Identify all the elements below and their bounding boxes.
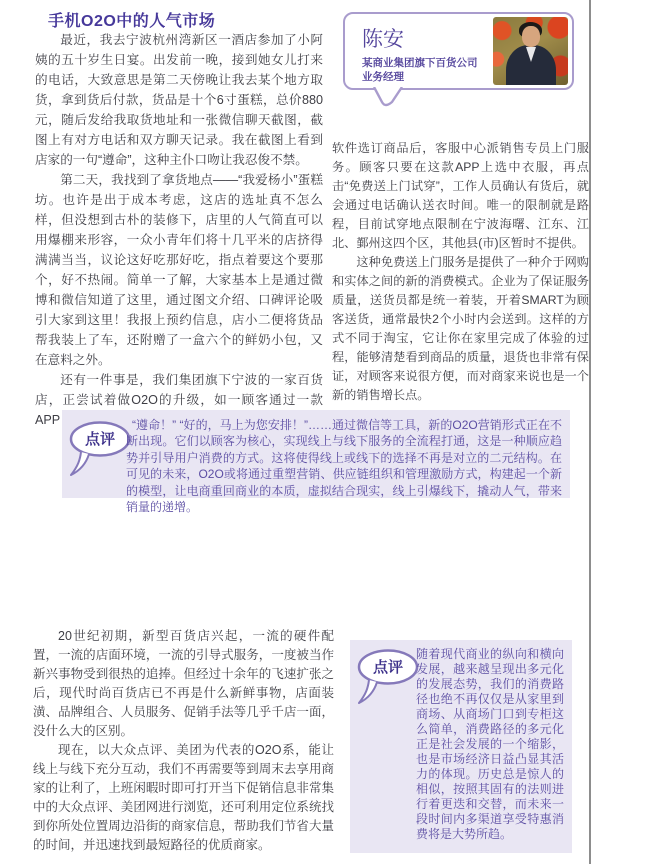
paragraph: 这种免费送上门服务是提供了一种介于网购和实体之间的新的消费模式。企业为了保证服务质量，送货员都是统一着装，开着SMART为顾客送货，通常最快2个小时内会送到。这样的方式不同于淘宝，它让你在家里完成了体验的过程，能够清楚看到商品的质量，退货也非常有保证，对顾客来说很方便，而对商家来说也是一个新的销售增长点。 [332, 255, 589, 402]
comment-text-middle: “遵命！” “好的，马上为您安排！”……通过微信等工具，新的O2O营销形式正在不断出现。它们以顾客为核心，实现线上与线下服务的全流程打通，这是一种顺应趋势并引导用户消费的方式。这将使得线上或线下的选择不再是对立的二元结构。在可见的未来，O2O或将通过重塑营销、供应链组织和管理激励方式，构建起一个新的模型，让电商重回商业的本质，虚拟结合现实，线上引爆线下，撬动人气，带来销量的递增。 [126, 418, 562, 515]
comment-bubble-icon [66, 420, 132, 486]
photo-face-shape [522, 26, 540, 47]
comment-bubble-icon [354, 648, 420, 714]
page-edge-rule [589, 0, 591, 864]
comment-label: 点评 [372, 659, 404, 676]
paragraph: 最近，我去宁波杭州湾新区一酒店参加了小阿姨的五十岁生日宴。出发前一晚，接到她女儿打来的电话，大致意思是第二天傍晚让我去某个地方取货，拿到货后付款，货品是十个6寸蛋糕，总价880元，随后发给我取货地址和一张微信聊天截图，截图上有对方电话和双方聊天记录。我在截图上看到店家的一句“遵命”，这种主仆口吻让我忍俊不禁。 [35, 33, 323, 167]
comment-box-bottom [350, 640, 572, 853]
article-column-right [332, 139, 589, 405]
profile-name: 陈安 [362, 28, 404, 51]
profile-organization: 某商业集团旗下百货公司 [362, 57, 478, 69]
article-column-left [35, 30, 323, 430]
profile-photo [493, 17, 568, 85]
speech-bubble-tail-icon [371, 87, 411, 111]
comment-text-bottom: 随着现代商业的纵向和横向发展，越来越呈现出多元化的发展态势，我们的消费路径也绝不再仅仅是从家里到商场、从商场门口到专柜这么简单，消费路径的多元化正是社会发展的一个缩影，也是市场经济日益凸显其活力的体现。历史总是惊人的相似，按照其固有的法则进行着更迭和交替，而未来一段时间内多渠道享受特惠消费将是大势所趋。 [416, 647, 564, 841]
paragraph: 还有一件事是，我们集团旗下宁波的一家百货店，正尝试着做O2O的升级，如一顾客通过一款APP [35, 373, 323, 427]
profile-role: 业务经理 [362, 71, 404, 83]
profile-card [343, 12, 574, 90]
paragraph: 现在，以大众点评、美团为代表的O2O系，能让线上与线下充分互动，我们不再需要等到周末去享用商家的让利了，上班闲暇时即可打开当下促销信息非常集中的大众点评、美团网进行浏览，还可利用定位系统找到你所处位置周边沿街的商家信息，帮助我们节省大量的时间，并迅速找到最短路径的优质商家。 [33, 743, 334, 852]
paragraph: 软件选订商品后，客服中心派销售专员上门服务。顾客只要在这款APP上选中衣服，再点击“免费送上门试穿”，工作人员确认有货后，就会通过电话确认送衣时间。唯一的限制就是路程，目前试穿地点限制在宁波海曙、江东、江北、鄞州这四个区，其他县(市)区暂时不提供。 [332, 141, 589, 250]
comment-box-middle [62, 410, 570, 515]
comment-label: 点评 [84, 431, 116, 448]
paragraph: 第二天，我找到了拿货地点——“我爱杨小”蛋糕坊。也许是出于成本考虑，这店的选址真不怎么样，但没想到古朴的装修下，店里的人气简直可以用爆棚来形容，一众小青年们将十几平米的店挤得满满当当，议论这好吃那好吃，指点着要这个要那个，好不热闹。简单一了解，大家基本上是通过微博和微信知道了这里，通过图文介绍、口碑评论吸引大家到这里！我报上预约信息，店小二便将货品帮我装上了车，还附赠了一盒六个的鲜奶小包，又在意料之外。 [35, 173, 323, 367]
article-column-bottom [33, 627, 334, 855]
article-title: 手机O2O中的人气市场 [48, 13, 216, 30]
paragraph: 20世纪初期，新型百货店兴起，一流的硬件配置，一流的店面环境，一流的引导式服务，一度被当作新兴事物受到很热的追捧。但经过十余年的飞速扩张之后，现代时尚百货店已不再是什么新鲜事物，店面装潢、品牌组合、人员服务、促销手法等几乎千店一面，没什么大的区别。 [33, 629, 334, 738]
